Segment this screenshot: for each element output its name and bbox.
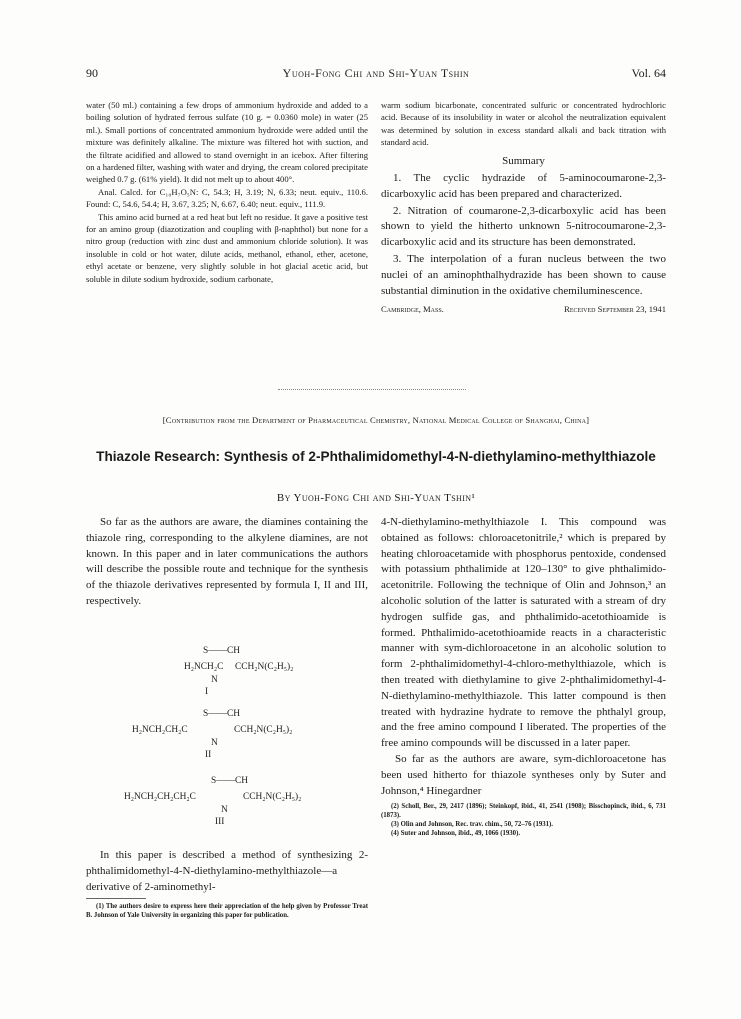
prev-article-left-column [86,99,368,285]
running-header [86,66,666,82]
footnote: (4) Suter and Johnson, ibid., 49, 1066 (1930). [391,830,521,838]
article-divider [278,389,466,391]
page-number: 90 [86,66,98,80]
article-title: Thiazole Research: Synthesis of 2-Phthalimidomethyl-4-N-diethylamino-methylthiazole [96,449,656,464]
byline: By Yuoh-Fong Chi and Shi-Yuan Tshin¹ [276,492,476,504]
structure-label: III [215,817,225,827]
structure-left: H₂NCH₂CH₂CH₂C [124,792,196,802]
running-title: Yuoh-Fong Chi and Shi-Yuan Tshin [282,66,470,80]
body-paragraph: 4-N-diethylamino-methylthiazole I. This compound was obtained as follows: chloroacetonitrile,² which is prepared by heating chloroacetamide with phosphorus pentoxide, condensed with potassium phthalimide at 120–130° to give phthalimido-acetonitrile. Following the technique of Olin and Johnson,³ an alcoholic solution of the latter is saturated with a stream of dry hydrogen sulfide gas, and phthalimido-acetothioamide is formed. Phthalimido-acetothioamide reacts in a characteristic manner with sym-dichloroacetone in an alcoholic solution to form 2-phthalimidomethyl-4-chloro-methylthiazole, which is then treated with diethylamine to give 2-phthalimidomethyl-4-N-diethylamino-methylthiazole. This latter compound is then treated with hydrazine hydrate to remove the phthalyl group, and the free amino compound I liberated. The properties of the free amino compounds will be discussed in a later paper. [381,516,666,750]
footnote: (2) Scholl, Ber., 29, 2417 (1896); Steinkopf, ibid., 41, 2541 (1908); Bisschopinck, ibid., 6, 731 (1873). [381,803,666,820]
structure-label: II [205,750,212,760]
structure-left: H₂NCH₂CH₂C [132,725,188,735]
body-paragraph: So far as the authors are aware, sym-dichloroacetone has been used hitherto for thiazole syntheses only by Suter and Johnson,⁴ Hinegardner [381,752,666,797]
received-date: Received September 23, 1941 [564,304,666,315]
structure-left: H₂NCH₂C [184,662,224,672]
article-left-lower [86,848,368,920]
contribution-line: [Contribution from the Department of Pharmaceutical Chemistry, National Medical College of Shanghai, China] [162,415,590,425]
structure-top: S——CH [203,709,240,719]
structure-top: S——CH [203,646,240,656]
footnote: (3) Olin and Johnson, Rec. trav. chim., 50, 72–76 (1931). [391,821,553,829]
prev-paragraph: water (50 ml.) containing a few drops of ammonium hydroxide and added to a boiling solution of hydrated ferrous sulfate (10 g. = 0.0360 mole) in water (25 ml.). Small portions of concentrated ammonium hydroxide were added until the mixture was definitely alkaline. The mixture was filtered hot with suction, and the filtrate acidified and allowed to stand overnight in an icebox. After filtering on a hardened filter, washing with water and drying, the cream colored precipitate weighed 0.7 g. (61% yield). It did not melt up to about 400°. [86,100,368,185]
footnotes-left [86,902,368,920]
footnote: (1) The authors desire to express here their appreciation of the help given by Professor Treat B. Johnson of Yale University in organizing this paper for publication. [86,903,368,920]
footnote-rule [86,898,146,899]
structure-right: CCH₂N(C₂H₅)₂ [234,725,293,735]
structure-n: N [221,805,228,815]
summary-item: 3. The interpolation of a furan nucleus between the two nuclei of an aminophthalhydrazide has been shown to cause substantial diminution in the oxidative chemiluminescence. [381,253,666,297]
prev-analysis: Anal. Calcd. for C₁₀H₇O₅N: C, 54.3; H, 3.19; N, 6.33; neut. equiv., 110.6. Found: C, 54.6, 54.4; H, 3.67, 3.25; N, 6.67, 6.40; neut. equiv., 111.9. [86,186,368,210]
structure-right: CCH₂N(C₂H₅)₂ [235,662,294,672]
footnotes-right [381,802,666,838]
structure-top: S——CH [211,776,248,786]
structure-right: CCH₂N(C₂H₅)₂ [243,792,302,802]
summary-item: 2. Nitration of coumarone-2,3-dicarboxylic acid has been shown to yield the hitherto unknown 5-nitrocoumarone-2,3-dicarboxylic acid and its structure has been demonstrated. [381,204,666,249]
summary-heading: Summary [502,154,545,167]
summary-item: 1. The cyclic hydrazide of 5-aminocoumarone-2,3-dicarboxylic acid has been prepared and characterized. [381,172,666,200]
structure-n: N [211,675,218,685]
prev-paragraph: This amino acid burned at a red heat but left no residue. It gave a positive test for an amino group (diazotization and coupling with β-naphthol) but none for a nitro group (reduction with zinc dust and ammonium chloride solution). It was insoluble in cold or hot water, dilute acids, methanol, ethanol, ether, acetone, ethyl acetate or benzene, very slightly soluble in hot glacial acetic acid, but soluble in dilute sodium hydroxide, sodium carbonate, [86,211,368,284]
summary-list [381,171,666,299]
signature-line [381,303,666,315]
location: Cambridge, Mass. [381,304,444,315]
intro-paragraph: So far as the authors are aware, the diamines containing the thiazole ring, corresponding to the alkylene diamines, are not known. In this paper and in later communications the authors will describe the possible route and technique for the synthesis of the thiazole derivatives represented by formula I, II and III, respectively. [86,516,368,607]
prev-article-right-column [381,99,666,315]
article-right-column [381,515,666,838]
volume-number: Vol. 64 [631,66,666,80]
structure-label: I [205,687,209,697]
structure-n: N [211,738,218,748]
article-left-column [86,515,368,610]
prev-paragraph: warm sodium bicarbonate, concentrated sulfuric or concentrated hydrochloric acid. Because of its insolubility in water or alcohol the neutralization equivalent was determined by solution in excess standard alkali and back titration with standard acid. [381,100,666,148]
method-paragraph: In this paper is described a method of synthesizing 2-phthalimidomethyl-4-N-diethylamino-methylthiazole—a derivative of 2-aminomethyl- [86,849,368,893]
